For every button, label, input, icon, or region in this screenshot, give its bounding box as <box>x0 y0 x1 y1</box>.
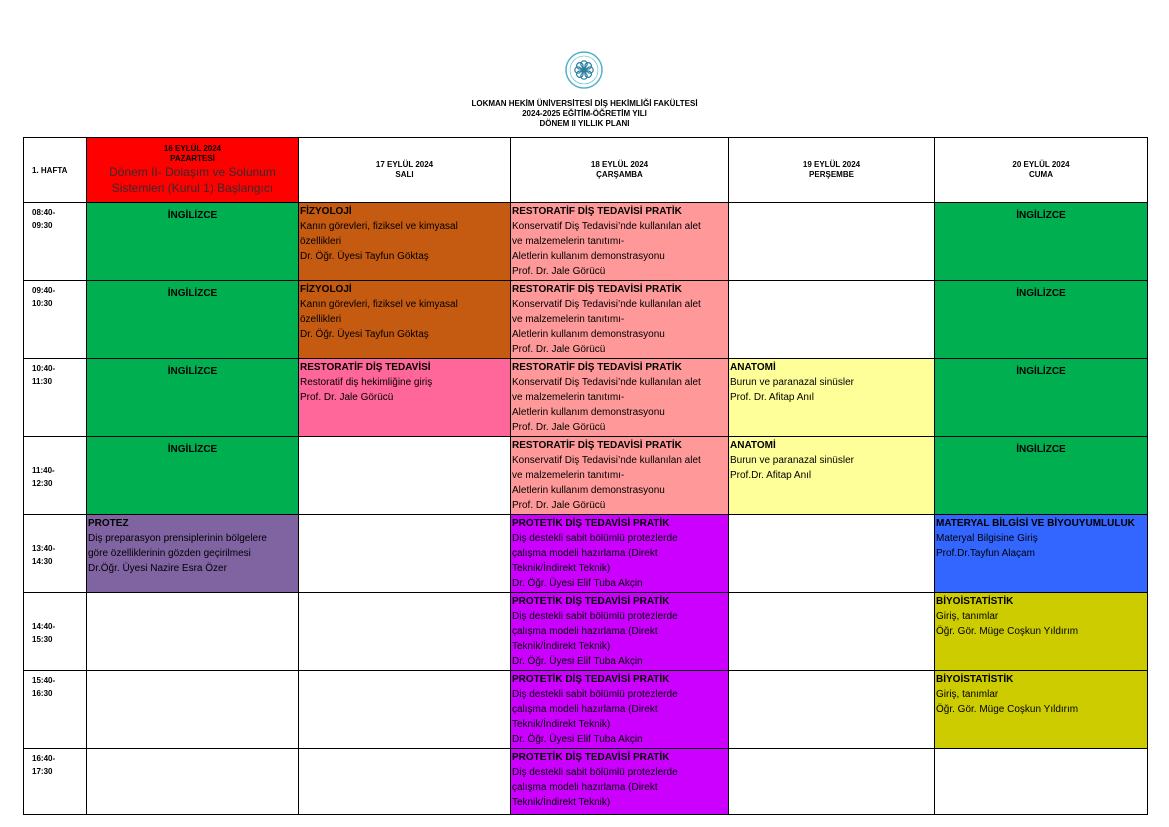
empty-cell <box>729 671 935 749</box>
empty-cell <box>729 203 935 281</box>
course-cell: PROTETİK DİŞ TEDAVİSİ PRATİK Diş destekli sabit bölümlü protezlerde çalışma modeli hazırlama (Direkt Teknik/İndirekt Teknik) Dr. Öğr. Üyesi Elif Tuba Akçin <box>511 515 729 593</box>
table-row <box>24 203 1148 281</box>
course-cell: BİYOİSTATİSTİK Giriş, tanımlar Öğr. Gör. Müge Coşkun Yıldırım <box>935 671 1148 749</box>
day-header-thursday <box>729 138 935 203</box>
empty-cell <box>87 671 299 749</box>
wednesday-date: 18 EYLÜL 2024 <box>590 160 649 169</box>
week-label: 1. HAFTA <box>24 138 87 203</box>
course-cell: PROTETİK DİŞ TEDAVİSİ PRATİK Diş destekli sabit bölümlü protezlerde çalışma modeli hazırlama (Direkt Teknik/İndirekt Teknik) Dr. Öğr. Üyesi Elif Tuba Akçin <box>511 671 729 749</box>
empty-cell <box>729 593 935 671</box>
course-cell: RESTORATİF DİŞ TEDAVİSİ Restoratif diş hekimliğine giriş Prof. Dr. Jale Görücü <box>299 359 511 437</box>
course-cell: PROTETİK DİŞ TEDAVİSİ PRATİK Diş destekli sabit bölümlü protezlerde çalışma modeli hazırlama (Direkt Teknik/İndirekt Teknik) Dr. Öğr. Üyesi Elif Tuba Akçin <box>511 593 729 671</box>
course-cell: RESTORATİF DİŞ TEDAVİSİ PRATİK Konservatif Diş Tedavisi’nde kullanılan alet ve malzemelerin tanıtımı- Aletlerin kullanım demonstrasyonu Prof. Dr. Jale Görücü <box>511 203 729 281</box>
document-header <box>0 99 1169 129</box>
table-row <box>24 749 1148 815</box>
time-slot: 10:40- 11:30 <box>24 359 87 437</box>
table-row <box>24 359 1148 437</box>
course-cell: FİZYOLOJİ Kanın görevleri, fiziksel ve kimyasal özellikleri Dr. Öğr. Üyesi Tayfun Göktaş <box>299 203 511 281</box>
thursday-day: PERŞEMBE <box>809 170 854 179</box>
course-cell: İNGİLİZCE <box>87 359 299 437</box>
course-cell: BİYOİSTATİSTİK Giriş, tanımlar Öğr. Gör. Müge Coşkun Yıldırım <box>935 593 1148 671</box>
course-cell: RESTORATİF DİŞ TEDAVİSİ PRATİK Konservatif Diş Tedavisi’nde kullanılan alet ve malzemelerin tanıtımı- Aletlerin kullanım demonstrasyonu Prof. Dr. Jale Görücü <box>511 281 729 359</box>
course-cell: PROTETİK DİŞ TEDAVİSİ PRATİK Diş destekli sabit bölümlü protezlerde çalışma modeli hazırlama (Direkt Teknik/İndirekt Teknik) <box>511 749 729 815</box>
empty-cell <box>299 593 511 671</box>
course-cell: FİZYOLOJİ Kanın görevleri, fiziksel ve kimyasal özellikleri Dr. Öğr. Üyesi Tayfun Göktaş <box>299 281 511 359</box>
time-slot: 09:40- 10:30 <box>24 281 87 359</box>
schedule-table <box>23 137 1148 815</box>
empty-cell <box>299 671 511 749</box>
friday-date: 20 EYLÜL 2024 <box>1012 160 1070 169</box>
day-header-tuesday <box>299 138 511 203</box>
empty-cell <box>729 749 935 815</box>
friday-day: CUMA <box>1029 170 1053 179</box>
time-slot: 16:40- 17:30 <box>24 749 87 815</box>
empty-cell <box>299 515 511 593</box>
tuesday-date: 17 EYLÜL 2024 <box>375 160 434 169</box>
faculty-title: LOKMAN HEKİM ÜNİVERSİTESİ DİŞ HEKİMLİĞİ FAKÜLTESİ <box>471 99 698 108</box>
course-cell: İNGİLİZCE <box>87 203 299 281</box>
empty-cell <box>87 593 299 671</box>
table-row <box>24 515 1148 593</box>
table-row <box>24 281 1148 359</box>
time-slot: 08:40- 09:30 <box>24 203 87 281</box>
time-slot: 14:40- 15:30 <box>24 593 87 671</box>
university-logo <box>564 50 604 90</box>
course-cell: PROTEZ Diş preparasyon prensiplerinin bölgelere göre özelliklerinin gözden geçirilmesi Dr.Öğr. Üyesi Nazire Esra Özer <box>87 515 299 593</box>
course-cell: RESTORATİF DİŞ TEDAVİSİ PRATİK Konservatif Diş Tedavisi’nde kullanılan alet ve malzemelerin tanıtımı- Aletlerin kullanım demonstrasyonu Prof. Dr. Jale Görücü <box>511 437 729 515</box>
monday-day: PAZARTESİ <box>170 154 215 163</box>
course-cell: İNGİLİZCE <box>935 281 1148 359</box>
time-slot: 15:40- 16:30 <box>24 671 87 749</box>
block-start-note: Dönem II- Dolaşım ve Solunum Sistemleri (Kurul 1) Başlangıcı <box>109 165 276 195</box>
empty-cell <box>299 437 511 515</box>
academic-year: 2024-2025 EĞİTİM-ÖĞRETİM YILI <box>522 109 647 118</box>
course-cell: ANATOMİ Burun ve paranazal sinüsler Prof. Dr. Afitap Anıl <box>729 359 935 437</box>
day-header-friday <box>935 138 1148 203</box>
course-cell: İNGİLİZCE <box>87 437 299 515</box>
header-row <box>24 138 1148 203</box>
course-cell: MATERYAL BİLGİSİ VE BİYOUYUMLULUK Materyal Bilgisine Giriş Prof.Dr.Tayfun Alaçam <box>935 515 1148 593</box>
empty-cell <box>935 749 1148 815</box>
empty-cell <box>299 749 511 815</box>
empty-cell <box>87 749 299 815</box>
day-header-wednesday <box>511 138 729 203</box>
table-row <box>24 593 1148 671</box>
monday-date: 16 EYLÜL 2024 <box>163 144 222 153</box>
plan-title: DÖNEM II YILLIK PLANI <box>539 119 630 128</box>
day-header-monday <box>87 138 299 203</box>
time-slot: 13:40- 14:30 <box>24 515 87 593</box>
course-cell: İNGİLİZCE <box>87 281 299 359</box>
course-cell: İNGİLİZCE <box>935 437 1148 515</box>
empty-cell <box>729 281 935 359</box>
tuesday-day: SALI <box>395 170 414 179</box>
empty-cell <box>729 515 935 593</box>
thursday-date: 19 EYLÜL 2024 <box>802 160 861 169</box>
wednesday-day: ÇARŞAMBA <box>596 170 643 179</box>
course-cell: RESTORATİF DİŞ TEDAVİSİ PRATİK Konservatif Diş Tedavisi’nde kullanılan alet ve malzemelerin tanıtımı- Aletlerin kullanım demonstrasyonu Prof. Dr. Jale Görücü <box>511 359 729 437</box>
course-cell: İNGİLİZCE <box>935 203 1148 281</box>
course-cell: ANATOMİ Burun ve paranazal sinüsler Prof.Dr. Afitap Anıl <box>729 437 935 515</box>
table-row <box>24 437 1148 515</box>
time-slot: 11:40- 12:30 <box>24 437 87 515</box>
course-cell: İNGİLİZCE <box>935 359 1148 437</box>
table-row <box>24 671 1148 749</box>
